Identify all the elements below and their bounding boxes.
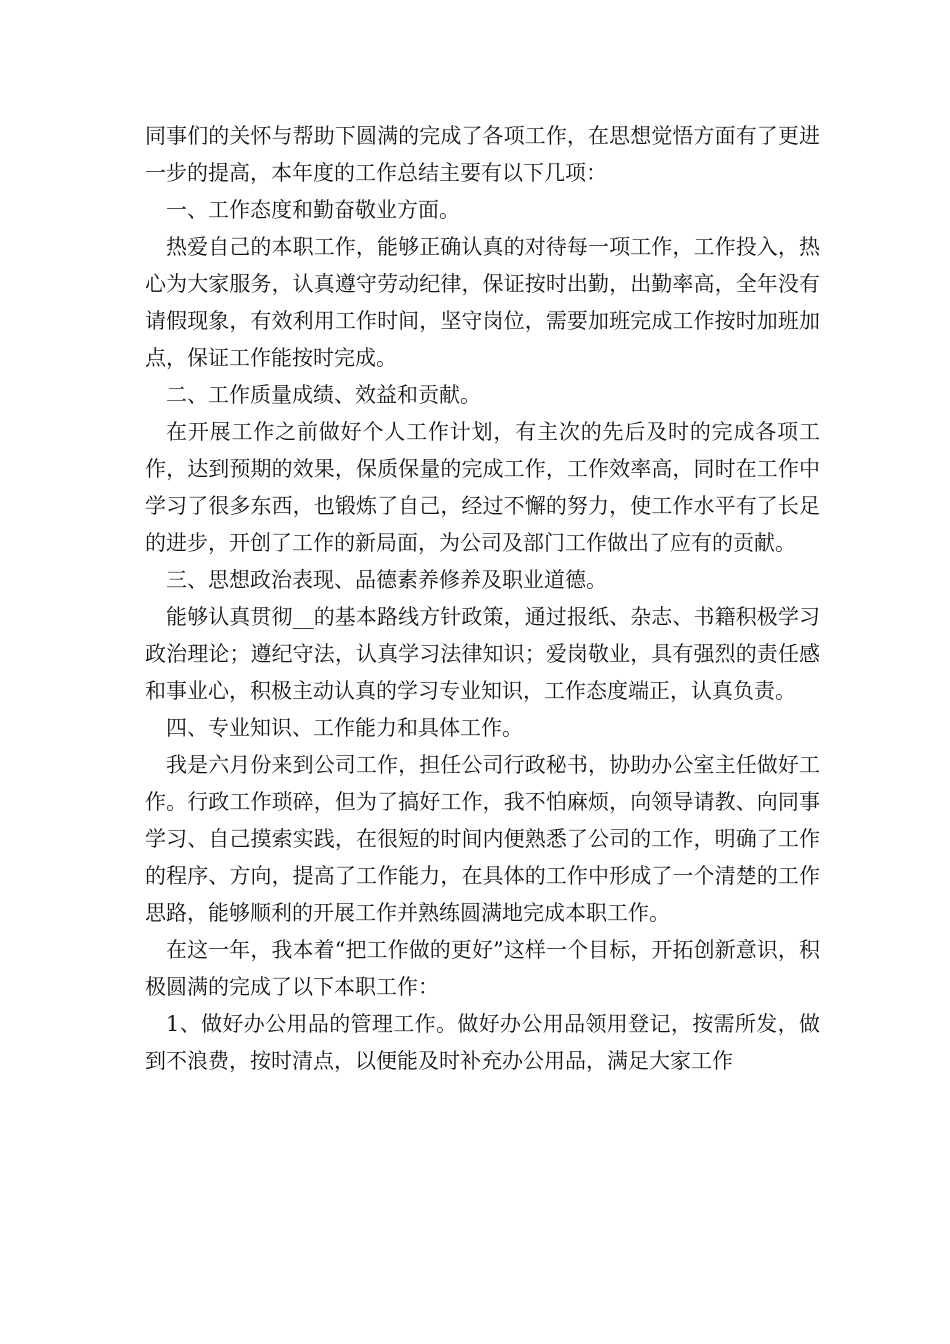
section-heading-3: 三、思想政治表现、品德素养修养及职业道德。 [166, 568, 607, 592]
section-heading-4: 四、专业知识、工作能力和具体工作。 [166, 716, 523, 740]
paragraph-year-goal: 在这一年，我本着“把工作做的更好”这样一个目标，开拓创新意识，积极圆满的完成了以下本职工作： [145, 938, 820, 999]
paragraph-section-4: 我是六月份来到公司工作，担任公司行政秘书，协助办公室主任做好工作。行政工作琐碎，但为了搞好工作，我不怕麻烦，向领导请教、向同事学习、自己摸索实践，在很短的时间内便熟悉了公司的工作，明确了工作的程序、方向，提高了工作能力，在具体的工作中形成了一个清楚的工作思路，能够顺利的开展工作并熟练圆满地完成本职工作。 [145, 753, 820, 925]
paragraph-intro: 同事们的关怀与帮助下圆满的完成了各项工作，在思想觉悟方面有了更进一步的提高，本年度的工作总结主要有以下几项： [145, 124, 820, 185]
paragraph-item-1: 1、做好办公用品的管理工作。做好办公用品领用登记，按需所发，做到不浪费，按时清点，以便能及时补充办公用品，满足大家工作 [145, 1012, 820, 1073]
paragraph-section-1: 热爱自己的本职工作，能够正确认真的对待每一项工作，工作投入，热心为大家服务，认真遵守劳动纪律，保证按时出勤，出勤率高，全年没有请假现象，有效利用工作时间，坚守岗位，需要加班完成工作按时加班加点，保证工作能按时完成。 [145, 235, 820, 370]
paragraph-section-2: 在开展工作之前做好个人工作计划，有主次的先后及时的完成各项工作，达到预期的效果，保质保量的完成工作，工作效率高，同时在工作中学习了很多东西，也锻炼了自己，经过不懈的努力，使工作水平有了长足的进步，开创了工作的新局面，为公司及部门工作做出了应有的贡献。 [145, 420, 820, 555]
document-body [145, 118, 820, 1080]
section-heading-2: 二、工作质量成绩、效益和贡献。 [166, 383, 481, 407]
section-heading-1: 一、工作态度和勤奋敬业方面。 [166, 198, 460, 222]
paragraph-section-3: 能够认真贯彻__的基本路线方针政策，通过报纸、杂志、书籍积极学习政治理论；遵纪守法，认真学习法律知识；爱岗敬业，具有强烈的责任感和事业心，积极主动认真的学习专业知识，工作态度端正，认真负责。 [145, 605, 820, 703]
